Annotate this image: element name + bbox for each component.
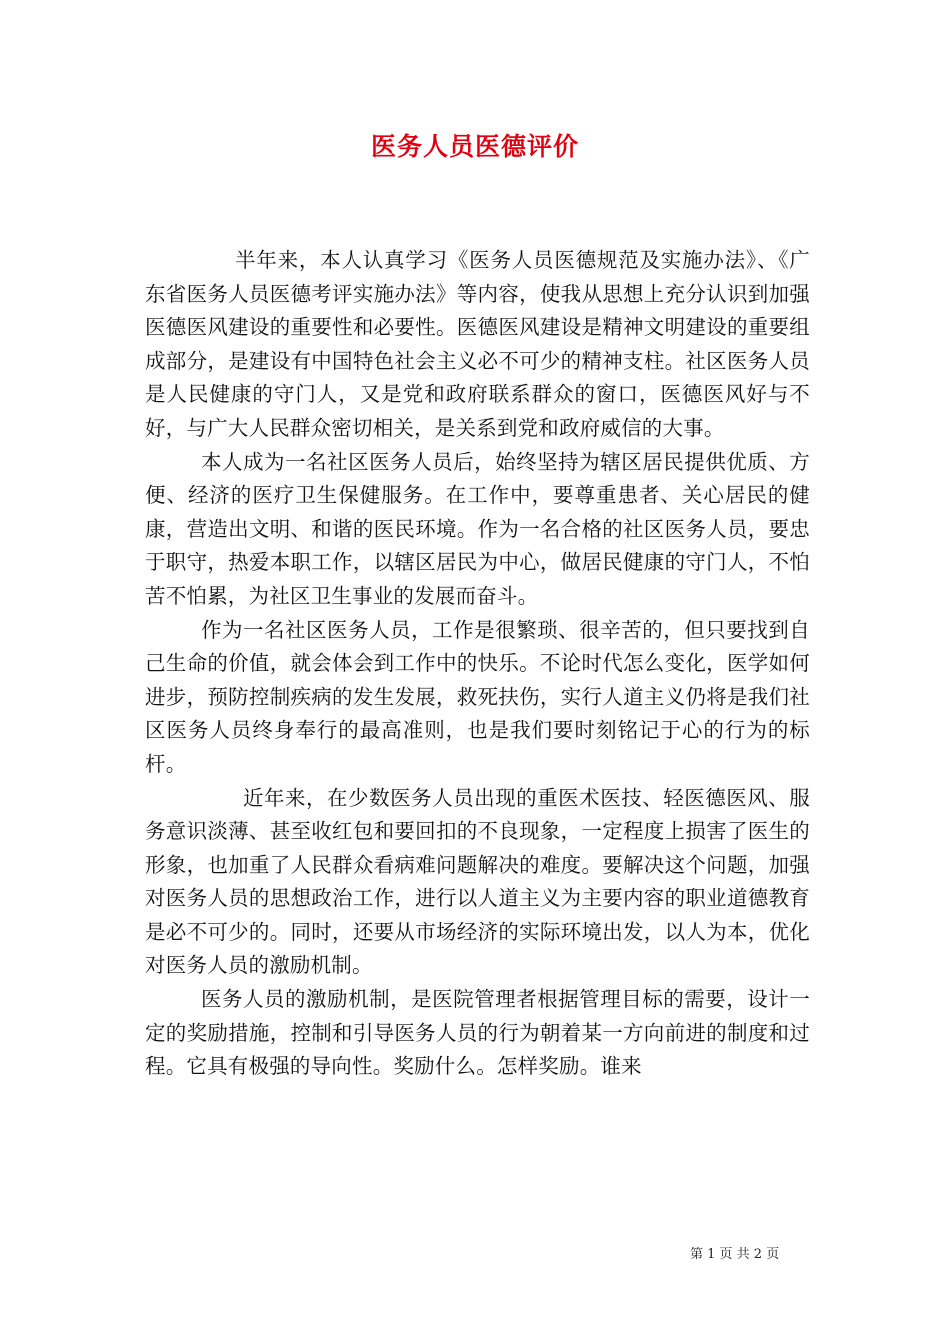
paragraph-1: 半年来，本人认真学习《医务人员医德规范及实施办法》、《广东省医务人员医德考评实施办法》等内容，使我从思想上充分认识到加强医德医风建设的重要性和必要性。医德医风建设是精神文明建设的重要组成部分，是建设有中国特色社会主义必不可少的精神支柱。社区医务人员是人民健康的守门人，又是党和政府联系群众的窗口，医德医风好与不好，与广大人民群众密切相关，是关系到党和政府威信的大事。 — [145, 248, 810, 440]
paragraph-3: 作为一名社区医务人员，工作是很繁琐、很辛苦的，但只要找到自己生命的价值，就会体会到工作中的快乐。不论时代怎么变化，医学如何进步，预防控制疾病的发生发展，救死扶伤，实行人道主义仍将是我们社区医务人员终身奉行的最高准则，也是我们要时刻铭记于心的行为的标杆。 — [145, 617, 810, 776]
paragraph-4: 近年来，在少数医务人员出现的重医术医技、轻医德医风、服务意识淡薄、甚至收红包和要回扣的不良现象，一定程度上损害了医生的形象，也加重了人民群众看病难问题解决的难度。要解决这个问题，加强对医务人员的思想政治工作，进行以人道主义为主要内容的职业道德教育是必不可少的。同时，还要从市场经济的实际环境出发，以人为本，优化对医务人员的激励机制。 — [145, 785, 810, 978]
page-number-footer: 第 1 页 共 2 页 — [690, 1247, 780, 1262]
paragraph-5: 医务人员的激励机制，是医院管理者根据管理目标的需要，设计一定的奖励措施，控制和引导医务人员的行为朝着某一方向前进的制度和过程。它具有极强的导向性。奖励什么。怎样奖励。谁来 — [145, 987, 810, 1079]
document-title: 医务人员医德评价 — [370, 132, 579, 161]
paragraph-2: 本人成为一名社区医务人员后，始终坚持为辖区居民提供优质、方便、经济的医疗卫生保健服务。在工作中，要尊重患者、关心居民的健康，营造出文明、和谐的医民环境。作为一名合格的社区医务人员，要忠于职守，热爱本职工作，以辖区居民为中心，做居民健康的守门人，不怕苦不怕累，为社区卫生事业的发展而奋斗。 — [145, 449, 810, 608]
document-body — [145, 244, 810, 1084]
